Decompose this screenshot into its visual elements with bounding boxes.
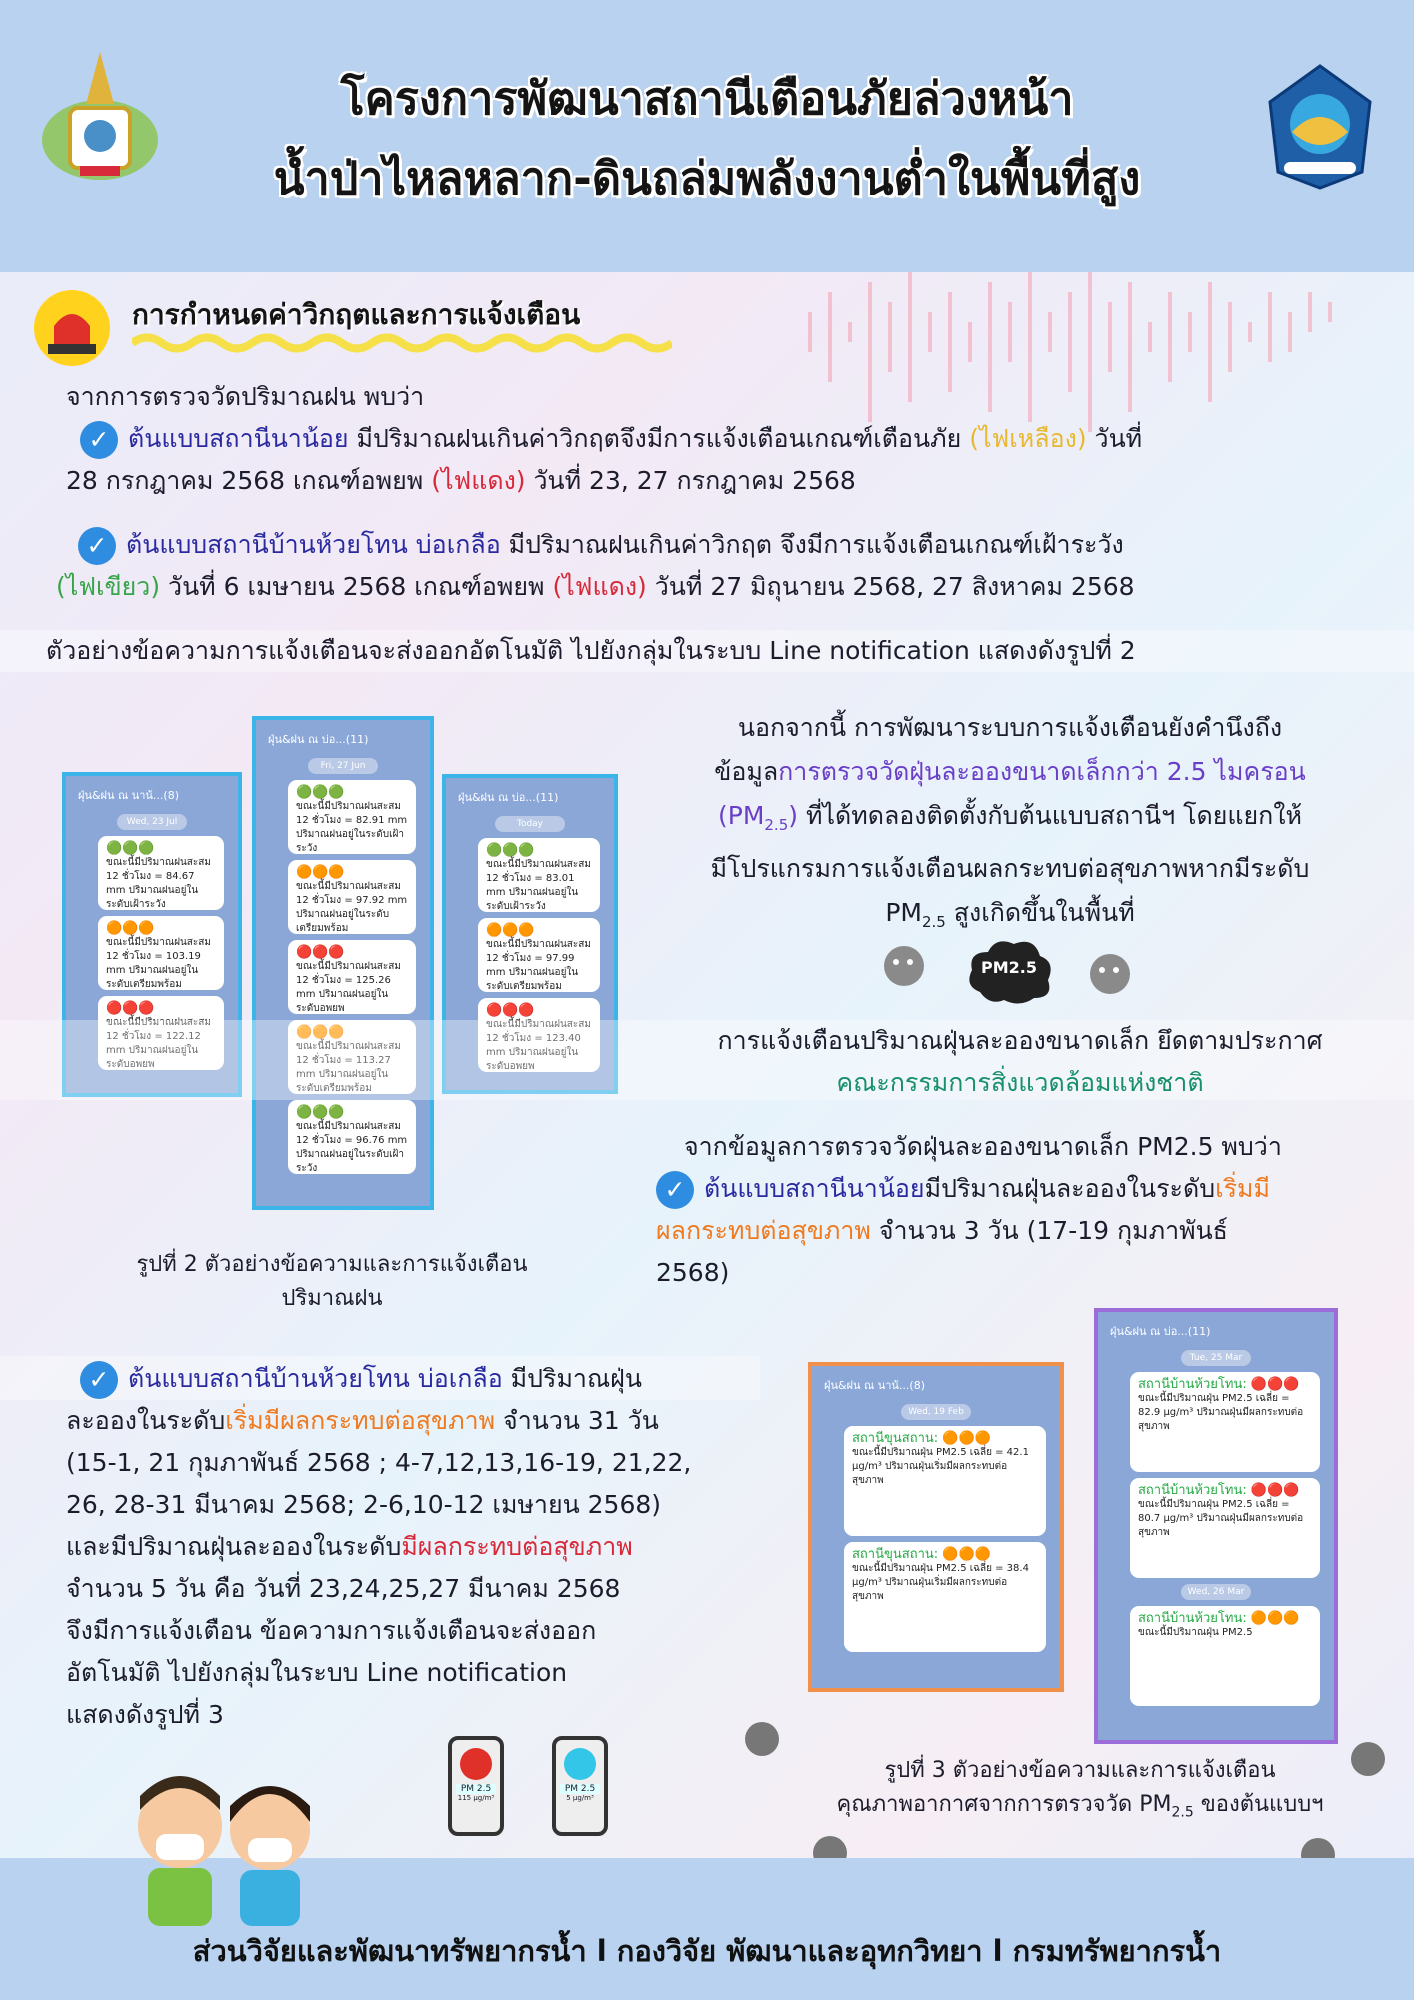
underline-wave-icon	[132, 332, 672, 354]
chat-message-bubble	[288, 1100, 416, 1174]
dust-particle-icon	[876, 940, 932, 992]
chat-date-chip: Wed, 19 Feb	[901, 1404, 971, 1420]
chat-message-bubble	[844, 1426, 1046, 1536]
chat-message-text: ขณะนี้มีปริมาณฝนสะสม 12 ชั่วโมง = 97.92 mm ปริมาณฝนอยู่ในระดับเตรียมพร้อม	[296, 881, 408, 934]
pm-result-intro: จากข้อมูลการตรวจวัดฝุ่นละอองขนาดเล็ก PM2.5 พบว่า	[684, 1132, 1282, 1161]
fig3-caption: รูปที่ 3 ตัวอย่างข้อความและการแจ้งเตือน คุณภาพอากาศจากการตรวจวัด $PM_{2.5}$ ของต้นแบบฯ	[836, 1758, 1324, 1821]
header-banner	[0, 0, 1414, 272]
page-title-line1: โครงการพัฒนาสถานีเตือนภัยล่วงหน้า	[340, 72, 1074, 125]
check-icon: ✓	[656, 1171, 694, 1209]
chat-message-text: ขณะนี้มีปริมาณฝนสะสม 12 ชั่วโมง = 123.40 mm ปริมาณฝนอยู่ในระดับอพยพ	[486, 1019, 591, 1072]
chat-message-text: ขณะนี้มีปริมาณฝุ่น PM2.5	[1138, 1627, 1253, 1638]
chat-message-text: ขณะนี้มีปริมาณฝนสะสม 12 ชั่วโมง = 103.19 mm ปริมาณฝนอยู่ในระดับเตรียมพร้อม	[106, 937, 211, 990]
chat-message-bubble	[1130, 1478, 1320, 1578]
chat-message-bubble	[478, 838, 600, 912]
dust-particle-icon	[1082, 948, 1138, 1000]
chat-message-bubble	[288, 860, 416, 934]
chat-message-text: ขณะนี้มีปริมาณฝนสะสม 12 ชั่วโมง = 84.67 mm ปริมาณฝนอยู่ในระดับเฝ้าระวัง	[106, 857, 211, 910]
check-icon: ✓	[80, 421, 118, 459]
huaiton-station: ต้นแบบสถานีบ้านห้วยโทน บ่อเกลือ	[126, 530, 501, 559]
phone-chat-header: ฝุ่น&ฝน ณ นาน้...(8)	[78, 789, 179, 802]
phone-chat-header: ฝุ่น&ฝน ณ บ่อ...(11)	[268, 733, 369, 746]
chat-date-chip: Wed, 26 Mar	[1181, 1584, 1251, 1600]
alert-level-dots: 🔴🔴🔴	[106, 1001, 155, 1016]
alert-level-dots: 🟢🟢🟢	[106, 841, 155, 856]
alert-level-dots: 🟢🟢🟢	[486, 843, 535, 858]
pm-notice: การแจ้งเตือนปริมาณฝุ่นละอองขนาดเล็ก ยึดตามประกาศ คณะกรรมการสิ่งแวดล้อมแห่งชาติ	[717, 1026, 1323, 1097]
chat-message-text: ขณะนี้มีปริมาณฝนสะสม 12 ชั่วโมง = 83.01 mm ปริมาณฝนอยู่ในระดับเฝ้าระวัง	[486, 859, 591, 912]
chat-message-text: ขณะนี้มีปริมาณฝนสะสม 12 ชั่วโมง = 113.27 mm ปริมาณฝนอยู่ในระดับเตรียมพร้อม	[296, 1041, 401, 1094]
alert-level-dots: 🟠🟠🟠	[296, 865, 345, 880]
pm-intro: นอกจากนี้ การพัฒนาระบบการแจ้งเตือนยังคำนึงถึง ข้อมูลการตรวจวัดฝุ่นละอองขนาดเล็กกว่า 2.5 ไมครอน $(PM_{2.5})$ ที่ได้ทดลองติดตั้งกับต้นแบบสถานีฯ โดยแยกให้ มีโปรแกรมการแจ้งเตือนผลกระทบต่อสุขภาพหากมีระดับ $PM_{2.5}$ สูงเกิดขึ้นในพื้นที่	[710, 713, 1310, 931]
chat-date-chip: Tue, 25 Mar	[1181, 1350, 1251, 1366]
dust-particle-icon	[1344, 1736, 1392, 1782]
line-note: ตัวอย่างข้อความการแจ้งเตือนจะส่งออกอัตโนมัติ ไปยังกลุ่มในระบบ Line notification แสดงดังรูปที่ 2	[46, 636, 1136, 665]
dust-particle-icon	[738, 1716, 786, 1762]
alert-level-dots: 🟢🟢🟢	[296, 785, 345, 800]
intro-text: จากการตรวจวัดปริมาณฝน พบว่า	[66, 382, 425, 411]
chat-message-bubble	[98, 916, 224, 990]
alert-level-dots: 🔴🔴🔴	[486, 1003, 535, 1018]
phone-aqi-red: PM 2.5 115 µg/m³	[448, 1736, 504, 1836]
phone-chat-header: ฝุ่น&ฝน ณ นาน้...(8)	[824, 1379, 925, 1392]
footer-text: ส่วนวิจัยและพัฒนาทรัพยากรน้ำ l กองวิจัย พัฒนาและอุทกวิทยา l กรมทรัพยากรน้ำ	[192, 1934, 1222, 1968]
chat-message-bubble	[288, 940, 416, 1014]
chat-message-text: ขณะนี้มีปริมาณฝนสะสม 12 ชั่วโมง = 96.76 mm ปริมาณฝนอยู่ในระดับเฝ้าระวัง	[296, 1121, 408, 1174]
chat-message-text: ขณะนี้มีปริมาณฝุ่น PM2.5 เฉลี่ย = 38.4 µg/m³ ปริมาณฝุ่นเริ่มมีผลกระทบต่อสุขภาพ	[852, 1563, 1029, 1602]
phone-chat-header: ฝุ่น&ฝน ณ บ่อ...(11)	[458, 791, 559, 804]
chat-message-text: ขณะนี้มีปริมาณฝนสะสม 12 ชั่วโมง = 125.26 mm ปริมาณฝนอยู่ในระดับอพยพ	[296, 961, 401, 1014]
alert-level-dots: 🔴🔴🔴	[296, 945, 345, 960]
chat-message-bubble	[288, 780, 416, 854]
children-masks-illustration-icon	[120, 1756, 330, 1926]
alert-level-dots: 🟢🟢🟢	[296, 1105, 345, 1120]
page-title-line2: น้ำป่าไหลหลาก-ดินถล่มพลังงานต่ำในพื้นที่สูง	[273, 152, 1141, 205]
alert-level-dots: สถานีบ้านห้วยโทน: 🔴🔴🔴	[1138, 1483, 1300, 1498]
huaiton-rain-item: ✓ ต้นแบบสถานีบ้านห้วยโทน บ่อเกลือ มีปริมาณฝนเกินค่าวิกฤต จึงมีการแจ้งเตือนเกณฑ์เฝ้าระวัง (ไฟเขียว) วันที่ 6 เมษายน 2568 เกณฑ์อพยพ (ไฟแดง) วันที่ 27 มิถุนายน 2568, 27 สิงหาคม 2568	[56, 524, 1376, 608]
chat-message-bubble	[478, 918, 600, 992]
chat-message-bubble	[1130, 1606, 1320, 1706]
section-title: การกำหนดค่าวิกฤตและการแจ้งเตือน	[132, 298, 581, 331]
check-icon: ✓	[80, 1361, 118, 1399]
nanoi-rain-item: ✓ ต้นแบบสถานีนาน้อย มีปริมาณฝนเกินค่าวิกฤตจึงมีการแจ้งเตือนเกณฑ์เตือนภัย (ไฟเหลือง) วันที่ 28 กรกฎาคม 2568 เกณฑ์อพยพ (ไฟแดง) วันที่ 23, 27 กรกฎาคม 2568	[66, 418, 1366, 502]
fig2-phone-2	[252, 716, 434, 1210]
chat-message-text: ขณะนี้มีปริมาณฝนสะสม 12 ชั่วโมง = 122.12 mm ปริมาณฝนอยู่ในระดับอพยพ	[106, 1017, 211, 1070]
fig2-caption: รูปที่ 2 ตัวอย่างข้อความและการแจ้งเตือน ปริมาณฝน	[136, 1252, 528, 1311]
alert-level-dots: 🟠🟠🟠	[296, 1025, 345, 1040]
nanoi-pm-item: ✓ ต้นแบบสถานีนาน้อยมีปริมาณฝุ่นละอองในระดับเริ่มมี ผลกระทบต่อสุขภาพ จำนวน 3 วัน (17-19 กุมภาพันธ์ 2568)	[656, 1168, 1376, 1294]
alert-level-dots: สถานีบ้านห้วยโทน: 🟠🟠🟠	[1138, 1611, 1300, 1626]
fig3-phone-1	[808, 1362, 1064, 1692]
chat-message-bubble	[98, 836, 224, 910]
chat-date-chip: Fri, 27 Jun	[308, 758, 378, 774]
alert-level-dots: 🟠🟠🟠	[486, 923, 535, 938]
phone-aqi-good: PM 2.5 5 µg/m³	[552, 1736, 608, 1836]
chat-date-chip: Today	[495, 816, 565, 832]
chat-message-bubble	[844, 1542, 1046, 1652]
sound-wave-decor-icon	[800, 272, 1380, 432]
chat-message-text: ขณะนี้มีปริมาณฝุ่น PM2.5 เฉลี่ย = 82.9 µg/m³ ปริมาณฝุ่นมีผลกระทบต่อสุขภาพ	[1138, 1393, 1304, 1432]
alert-level-dots: สถานีขุนสถาน: 🟠🟠🟠	[852, 1431, 991, 1446]
chat-date-chip: Wed, 23 Jul	[117, 814, 187, 830]
pm25-cloud-label: PM2.5	[981, 958, 1037, 977]
chat-message-text: ขณะนี้มีปริมาณฝุ่น PM2.5 เฉลี่ย = 42.1 µg/m³ ปริมาณฝุ่นเริ่มมีผลกระทบต่อสุขภาพ	[852, 1447, 1029, 1486]
chat-message-text: ขณะนี้มีปริมาณฝนสะสม 12 ชั่วโมง = 97.99 mm ปริมาณฝนอยู่ในระดับเตรียมพร้อม	[486, 939, 591, 992]
check-icon: ✓	[78, 527, 116, 565]
chat-message-text: ขณะนี้มีปริมาณฝุ่น PM2.5 เฉลี่ย = 80.7 µg/m³ ปริมาณฝุ่นมีผลกระทบต่อสุขภาพ	[1138, 1499, 1304, 1538]
huaiton-pm-item: ✓ ต้นแบบสถานีบ้านห้วยโทน บ่อเกลือ มีปริมาณฝุ่น ละอองในระดับเริ่มมีผลกระทบต่อสุขภาพ จำนวน 31 วัน (15-1, 21 กุมภาพันธ์ 2568 ; 4-7,12,13,16-19, 21,22, 26, 28-31 มีนาคม 2568; 2-6,10-12 เมษายน 2568) และมีปริมาณฝุ่นละอองในระดับมีผลกระทบต่อสุขภาพ จำนวน 5 วัน คือ วันที่ 23,24,25,27 มีนาคม 2568 จึงมีการแจ้งเตือน ข้อความการแจ้งเตือนจะส่งออก อัตโนมัติ ไปยังกลุ่มในระบบ Line notification แสดงดังรูปที่ 3	[66, 1358, 786, 1736]
chat-message-bubble	[1130, 1372, 1320, 1472]
siren-icon	[32, 288, 112, 368]
fig3-phone-2	[1094, 1308, 1338, 1744]
nanoi-station: ต้นแบบสถานีนาน้อย	[128, 424, 349, 453]
alert-level-dots: 🟠🟠🟠	[106, 921, 155, 936]
phone-chat-header: ฝุ่น&ฝน ณ บ่อ...(11)	[1110, 1325, 1211, 1338]
alert-level-dots: สถานีขุนสถาน: 🟠🟠🟠	[852, 1547, 991, 1562]
chat-message-text: ขณะนี้มีปริมาณฝนสะสม 12 ชั่วโมง = 82.91 mm ปริมาณฝนอยู่ในระดับเฝ้าระวัง	[296, 801, 408, 854]
alert-level-dots: สถานีบ้านห้วยโทน: 🔴🔴🔴	[1138, 1377, 1300, 1392]
